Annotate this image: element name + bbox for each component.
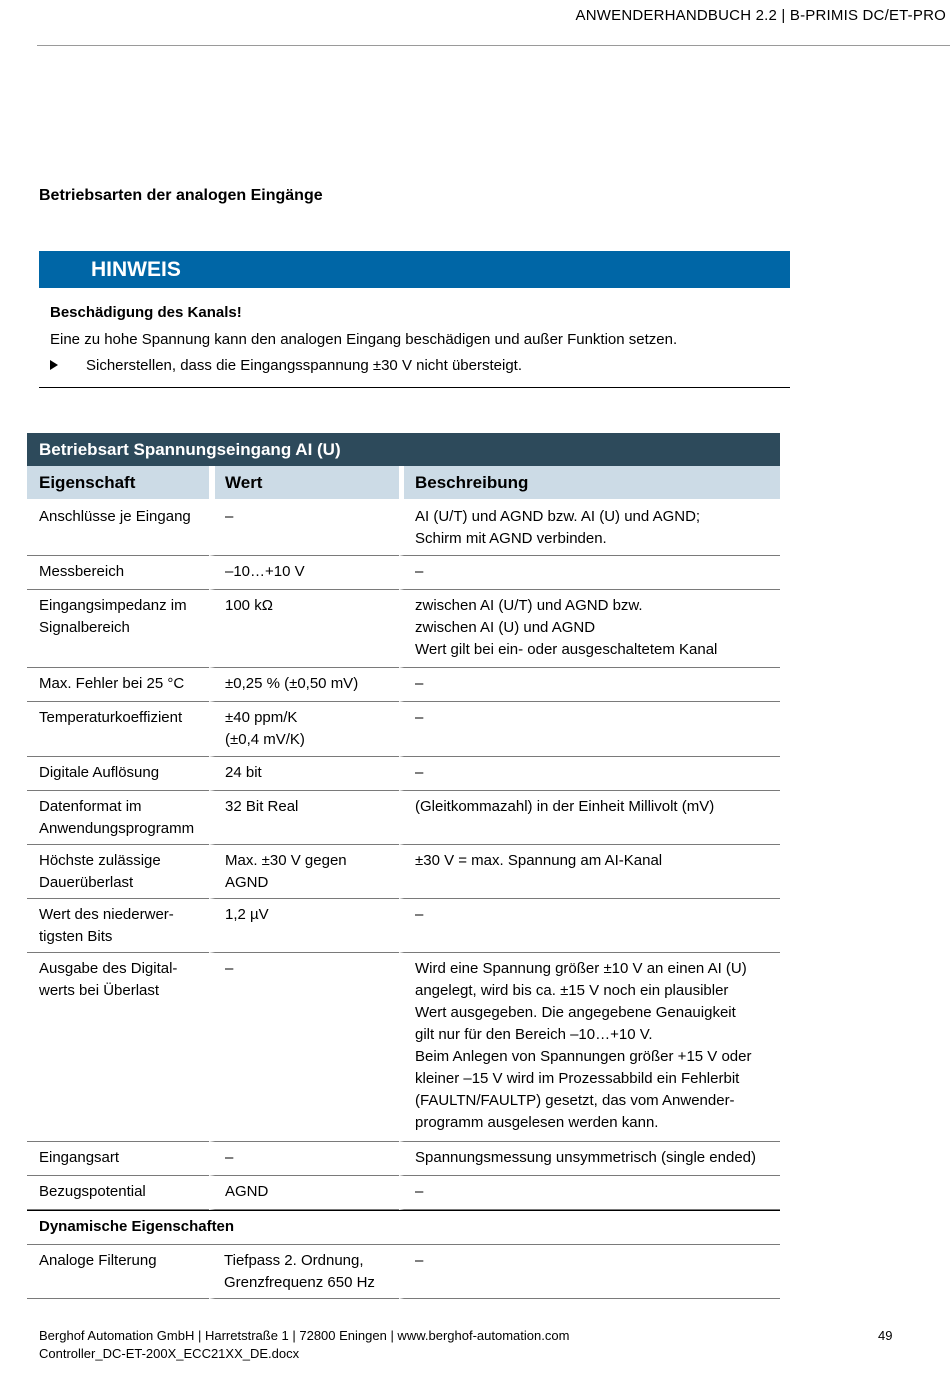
cell-property-line: werts bei Überlast: [39, 982, 160, 999]
cell-description: [399, 590, 780, 668]
table-row: [27, 1142, 780, 1176]
cell-property-line: Digitale Auflösung: [39, 764, 160, 781]
cell-description-line: gilt nur für den Bereich –10…+10 V.: [415, 1026, 653, 1043]
cell-property: [27, 757, 209, 791]
cell-value-line: –: [225, 960, 234, 977]
cell-description-line: –: [415, 1252, 424, 1269]
cell-value: [209, 757, 399, 791]
cell-property: [27, 845, 209, 899]
table-body: [27, 501, 780, 1299]
cell-value: [209, 702, 399, 757]
cell-description: [399, 1176, 780, 1210]
cell-property-line: Eingangsimpedanz im: [39, 597, 187, 614]
cell-property: [27, 1176, 209, 1210]
cell-description: [399, 1142, 780, 1176]
cell-property: [27, 501, 209, 556]
cell-value-line: –10…+10 V: [225, 563, 305, 580]
cell-description-line: Beim Anlegen von Spannungen größer +15 V oder: [415, 1048, 752, 1065]
cell-description-line: programm ausgelesen werden kann.: [415, 1114, 659, 1131]
cell-value: [209, 1176, 399, 1210]
cell-description-line: –: [415, 1183, 424, 1200]
table-section-row: [27, 1210, 780, 1245]
cell-property-line: tigsten Bits: [39, 928, 113, 945]
cell-value: [209, 899, 399, 953]
cell-description: [399, 702, 780, 757]
cell-property: [27, 791, 209, 845]
cell-property-line: Dauerüberlast: [39, 874, 134, 891]
cell-description-line: Wert gilt bei ein- oder ausgeschaltetem Kanal: [415, 641, 718, 658]
cell-property: [27, 556, 209, 590]
cell-description-line: Wird eine Spannung größer ±10 V an einen AI (U): [415, 960, 747, 977]
table-row: [27, 590, 780, 668]
cell-value: [209, 1142, 399, 1176]
table-row: [27, 702, 780, 757]
cell-property-line: Bezugspotential: [39, 1183, 146, 1200]
cell-value-line: 32 Bit Real: [225, 798, 299, 815]
cell-property: [27, 1142, 209, 1176]
document-header: ANWENDERHANDBUCH 2.2 | B-PRIMIS DC/ET-PRO: [575, 7, 946, 24]
table-row: [27, 1245, 780, 1299]
cell-value-line: 24 bit: [225, 764, 262, 781]
cell-property-line: Max. Fehler bei 25 °C: [39, 675, 185, 692]
cell-description-line: zwischen AI (U/T) und AGND bzw.: [415, 597, 643, 614]
cell-value-line: –: [225, 508, 234, 525]
cell-description: [399, 791, 780, 845]
footer-filename: Controller_DC-ET-200X_ECC21XX_DE.docx: [39, 1346, 300, 1361]
column-header-property: Eigenschaft: [27, 466, 209, 501]
cell-description-line: (FAULTN/FAULTP) gesetzt, das vom Anwender-: [415, 1092, 735, 1109]
cell-description: [399, 501, 780, 556]
cell-value: [209, 1245, 399, 1299]
table-row: [27, 899, 780, 953]
cell-value: [209, 556, 399, 590]
cell-value-line: Max. ±30 V gegen: [225, 852, 347, 869]
notice-bullet: [50, 357, 522, 374]
table-row: [27, 845, 780, 899]
cell-description-line: AI (U/T) und AGND bzw. AI (U) und AGND;: [415, 508, 701, 525]
cell-description: [399, 953, 780, 1142]
cell-property-line: Analoge Filterung: [39, 1252, 157, 1269]
notice-banner: [39, 251, 790, 288]
cell-property-line: Signalbereich: [39, 619, 130, 636]
cell-description-line: kleiner –15 V wird im Prozessabbild ein Fehlerbit: [415, 1070, 740, 1087]
cell-value-line: AGND: [225, 874, 269, 891]
cell-description-line: Schirm mit AGND verbinden.: [415, 530, 607, 547]
cell-value: [209, 845, 399, 899]
cell-description-line: Spannungsmessung unsymmetrisch (single ended): [415, 1149, 757, 1166]
cell-value: [209, 501, 399, 556]
cell-value: [209, 791, 399, 845]
cell-value: [209, 590, 399, 668]
cell-description-line: –: [415, 563, 424, 580]
cell-property-line: Messbereich: [39, 563, 125, 580]
cell-property-line: Anschlüsse je Eingang: [39, 508, 191, 525]
table-row: [27, 556, 780, 590]
section-title: Betriebsarten der analogen Eingänge: [39, 187, 323, 204]
cell-property-line: Wert des niederwer-: [39, 906, 174, 923]
column-header-description: Beschreibung: [404, 466, 780, 501]
cell-property-line: Eingangsart: [39, 1149, 120, 1166]
footer-company: Berghof Automation GmbH | Harretstraße 1 | 72800 Eningen | www.berghof-automation.com: [39, 1328, 570, 1343]
cell-description-line: –: [415, 906, 424, 923]
page-number: 49: [878, 1328, 893, 1343]
column-header-value: Wert: [215, 466, 399, 501]
table-row: [27, 668, 780, 702]
cell-value-line: 100 kΩ: [225, 597, 273, 614]
cell-value-line: (±0,4 mV/K): [225, 731, 305, 748]
cell-description: [399, 1245, 780, 1299]
notice-text: Eine zu hohe Spannung kann den analogen Eingang beschädigen und außer Funktion setzen.: [50, 331, 678, 348]
table-header-row: [27, 466, 780, 501]
table-row: [27, 953, 780, 1142]
cell-value-line: Tiefpass 2. Ordnung,: [224, 1252, 364, 1269]
table-section-title: Dynamische Eigenschaften: [27, 1210, 780, 1245]
cell-description-line: angelegt, wird bis ca. ±15 V noch ein plausibler: [415, 982, 729, 999]
header-divider: [37, 45, 950, 46]
cell-description-line: Wert ausgegeben. Die angegebene Genauigkeit: [415, 1004, 736, 1021]
cell-value-line: Grenzfrequenz 650 Hz: [224, 1274, 375, 1291]
table-row: [27, 501, 780, 556]
cell-property: [27, 1245, 209, 1299]
cell-description: [399, 556, 780, 590]
table-row: [27, 1176, 780, 1210]
table-title: Betriebsart Spannungseingang AI (U): [27, 433, 780, 466]
cell-property-line: Anwendungsprogramm: [39, 820, 195, 837]
cell-description-line: –: [415, 764, 424, 781]
cell-description: [399, 668, 780, 702]
cell-description-line: (Gleitkommazahl) in der Einheit Millivolt (mV): [415, 798, 715, 815]
cell-property: [27, 702, 209, 757]
cell-value-line: ±40 ppm/K: [225, 709, 298, 726]
table-row: [27, 791, 780, 845]
cell-property: [27, 899, 209, 953]
notice-label: HINWEIS: [91, 258, 181, 281]
cell-property: [27, 668, 209, 702]
cell-description: [399, 757, 780, 791]
notice-subtitle: Beschädigung des Kanals!: [50, 304, 242, 321]
cell-value-line: 1,2 µV: [225, 906, 269, 923]
cell-description: [399, 899, 780, 953]
cell-value: [209, 953, 399, 1142]
cell-property-line: Datenformat im: [39, 798, 142, 815]
cell-value-line: AGND: [225, 1183, 269, 1200]
table-row: [27, 757, 780, 791]
cell-description-line: ±30 V = max. Spannung am AI-Kanal: [415, 852, 663, 869]
cell-value-line: –: [225, 1149, 234, 1166]
cell-description-line: zwischen AI (U) und AGND: [415, 619, 596, 636]
cell-description-line: –: [415, 709, 424, 726]
notice-bullet-text: Sicherstellen, dass die Eingangsspannung ±30 V nicht übersteigt.: [86, 357, 523, 374]
spec-table: [27, 433, 780, 1299]
cell-property-line: Temperaturkoeffizient: [39, 709, 183, 726]
cell-property-line: Ausgabe des Digital-: [39, 960, 178, 977]
notice-divider: [39, 387, 790, 388]
cell-property-line: Höchste zulässige: [39, 852, 161, 869]
cell-description-line: –: [415, 675, 424, 692]
cell-description: [399, 845, 780, 899]
cell-property: [27, 590, 209, 668]
triangle-bullet-icon: [50, 360, 58, 370]
cell-value: [209, 668, 399, 702]
cell-value-line: ±0,25 % (±0,50 mV): [225, 675, 359, 692]
cell-property: [27, 953, 209, 1142]
